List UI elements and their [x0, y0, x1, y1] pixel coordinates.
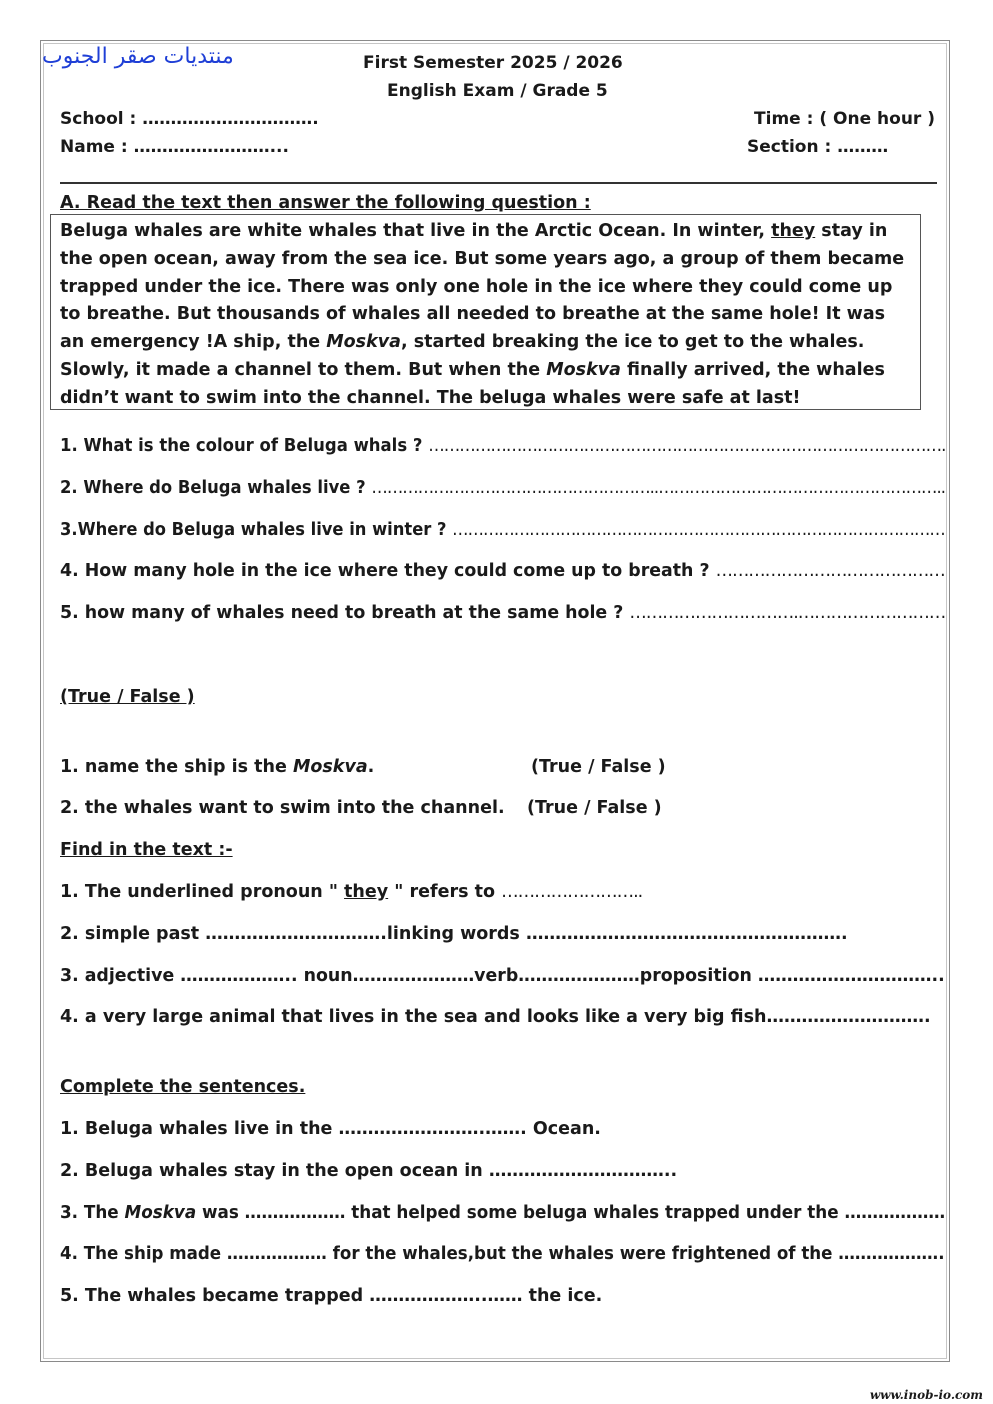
- tf-item-1: 1. name the ship is the Moskva.: [60, 757, 375, 777]
- passage-line: Beluga whales are white whales that live in the Arctic Ocean. In winter, they stay in: [60, 221, 888, 241]
- tf-choice-2[interactable]: (True / False ): [527, 798, 662, 818]
- tf-item-2: 2. the whales want to swim into the channel.: [60, 798, 505, 818]
- passage-line: to breathe. But thousands of whales all needed to breathe at the same hole! It was: [60, 304, 886, 325]
- passage-line: didn’t want to swim into the channel. The beluga whales were safe at last!: [60, 387, 801, 408]
- find-title: Find in the text :-: [60, 840, 233, 860]
- question-1: 1. What is the colour of Beluga whals ? ……………………………………………………………………………………….: [60, 436, 946, 456]
- answer-blank[interactable]: ……………………………………………………………………………………….: [428, 436, 946, 456]
- tf-choice-1[interactable]: (True / False ): [531, 757, 666, 777]
- question-3: 3.Where do Beluga whales live in winter ? ……………………………………………………………………………………: [60, 520, 945, 540]
- time-label: Time : ( One hour ): [754, 109, 935, 129]
- passage-line: trapped under the ice. There was only one hole in the ice where they could come up: [60, 276, 893, 297]
- passage-line: Slowly, it made a channel to them. But when the Moskva finally arrived, the whales: [60, 359, 885, 380]
- exam-title: English Exam / Grade 5: [387, 81, 608, 101]
- ship-name: Moskva: [124, 1203, 197, 1223]
- passage-line: an emergency !A ship, the Moskva, started breaking the ice to get to the whales.: [60, 332, 865, 353]
- semester-title: First Semester 2025 / 2026: [363, 53, 623, 73]
- answer-blank[interactable]: ……………………………………………………………………………………: [452, 520, 945, 540]
- name-field: Name : ……………………...: [60, 137, 289, 157]
- site-name: منتديات صقر الجنوب: [42, 44, 234, 69]
- find-item-3: 3. adjective ……………….. noun…………………verb…………………proposition …………………………..: [60, 966, 945, 986]
- complete-item-5: 5. The whales became trapped ………………..…… the ice.: [60, 1286, 603, 1306]
- ship-name: Moskva: [546, 359, 621, 380]
- complete-item-2: 2. Beluga whales stay in the open ocean in …………………………..: [60, 1161, 678, 1181]
- find-item-2: 2. simple past ………………………….linking words ……………………………………………….: [60, 924, 848, 944]
- question-4: 4. How many hole in the ice where they could come up to breath ? ……………………………………: [60, 561, 945, 581]
- question-2: 2. Where do Beluga whales live ? ………………………………………………..………………………………………………..: [60, 478, 946, 498]
- find-item-4: 4. a very large animal that lives in the sea and looks like a very big fish……………………….: [60, 1007, 931, 1027]
- section-field: Section : ………: [747, 137, 889, 157]
- passage-line: the open ocean, away from the sea ice. But some years ago, a group of them became: [60, 248, 905, 269]
- question-5: 5. how many of whales need to breath at the same hole ? ………………………….………………………: [60, 603, 946, 623]
- answer-blank[interactable]: ……………………..: [501, 882, 643, 902]
- school-field: School : ………………………….: [60, 109, 319, 129]
- header-divider: [60, 182, 937, 184]
- answer-blank[interactable]: ……………………………………: [715, 561, 945, 581]
- true-false-title: (True / False ): [60, 687, 195, 707]
- reading-passage: [50, 214, 921, 410]
- answer-blank[interactable]: ………………………….………………………: [629, 603, 946, 623]
- complete-title: Complete the sentences.: [60, 1077, 306, 1097]
- part-a-title: A. Read the text then answer the following question :: [60, 193, 591, 213]
- ship-name: Moskva: [292, 757, 368, 777]
- answer-blank[interactable]: ………………………………………………..………………………………………………..: [371, 478, 946, 498]
- pronoun-they: they: [771, 221, 816, 241]
- find-item-1: 1. The underlined pronoun " they " refers to ……………………..: [60, 882, 643, 902]
- complete-item-4: 4. The ship made ……………… for the whales,but the whales were frightened of the ……………….: [60, 1244, 945, 1264]
- footer-url[interactable]: www.inob-io.com: [869, 1388, 983, 1402]
- complete-item-3: 3. The Moskva was ……………… that helped some beluga whales trapped under the ………………: [60, 1203, 946, 1223]
- ship-name: Moskva: [326, 332, 401, 353]
- complete-item-1: 1. Beluga whales live in the …………………….……. Ocean.: [60, 1119, 601, 1139]
